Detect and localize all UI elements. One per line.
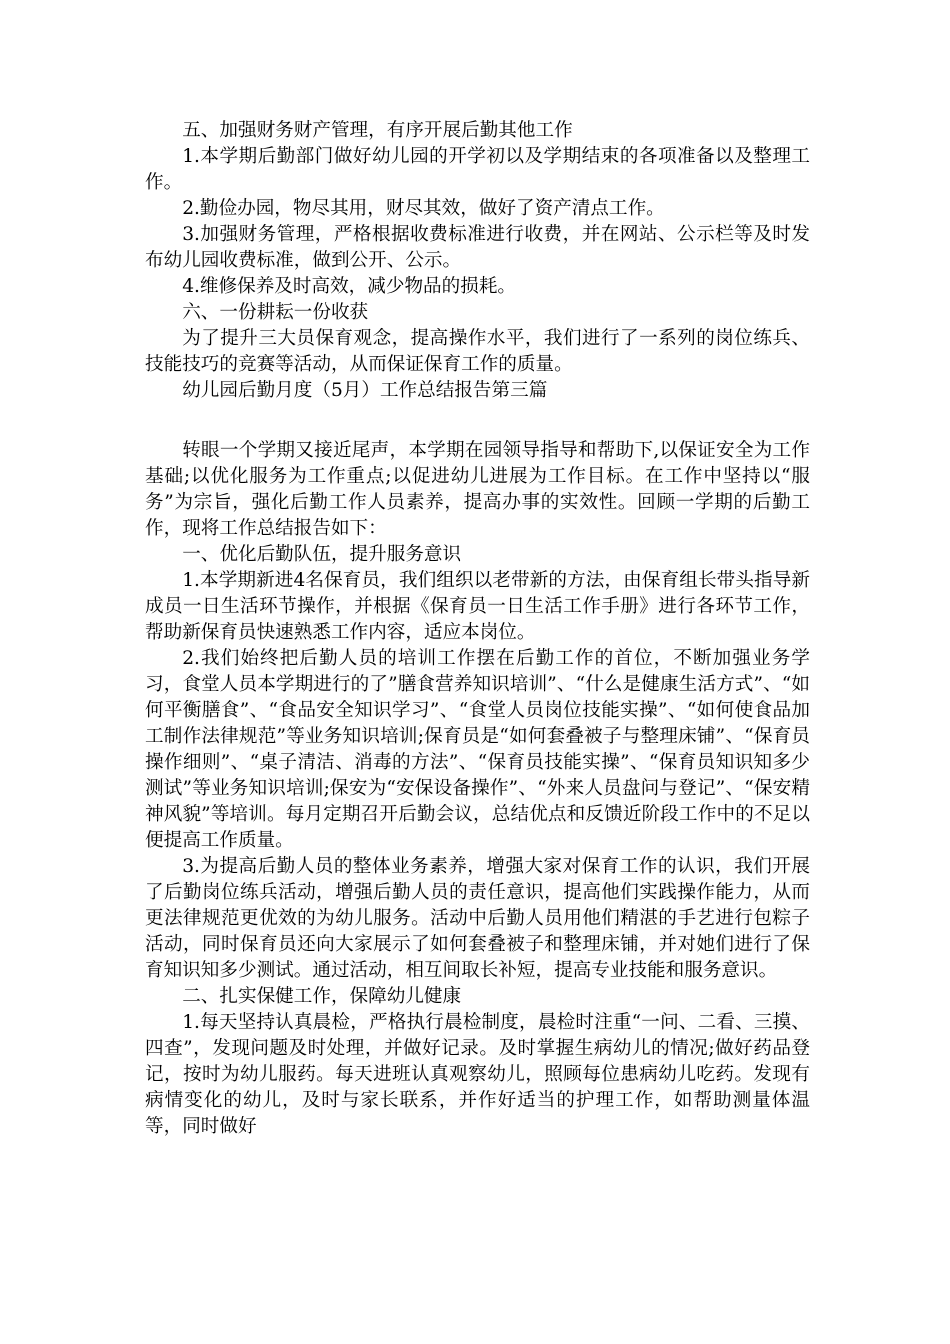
paragraph: 2.勤俭办园，物尽其用，财尽其效，做好了资产清点工作。 xyxy=(182,198,665,219)
blank-line xyxy=(145,404,810,438)
section-heading-6: 六、一份耕耘一份收获 xyxy=(182,302,369,323)
paragraph: 1.本学期后勤部门做好幼儿园的开学初以及学期结束的各项准备以及整理工作。 xyxy=(145,146,810,193)
paragraph: 1.每天坚持认真晨检，严格执行晨检制度，晨检时注重“一问、二看、三摸、四查”，发现问题及时处理，并做好记录。及时掌握生病幼儿的情况;做好药品登记，按时为幼儿服药。每天进班认真观察幼儿，照顾每位患病幼儿吃药。发现有病情变化的幼儿，及时与家长联系，并作好适当的护理工作，如帮助测量体温等，同时做好 xyxy=(145,1012,810,1137)
paragraph: 3.为提高后勤人员的整体业务素养，增强大家对保育工作的认识，我们开展了后勤岗位练兵活动，增强后勤人员的责任意识，提高他们实践操作能力，从而更法律规范更优效的为幼儿服务。活动中后勤人员用他们精湛的手艺进行包粽子活动，同时保育员还向大家展示了如何套叠被子和整理床铺，并对她们进行了保育知识知多少测试。通过活动，相互间取长补短，提高专业技能和服务意识。 xyxy=(145,856,810,981)
section-heading-1: 一、优化后勤队伍，提升服务意识 xyxy=(182,544,462,565)
paragraph: 2.我们始终把后勤人员的培训工作摆在后勤工作的首位，不断加强业务学习，食堂人员本学期进行的了”膳食营养知识培训”、“什么是健康生活方式”、“如何平衡膳食”、“食品安全知识学习”、“食堂人员岗位技能实操”、“如何使食品加工制作法律规范”等业务知识培训;保育员是“如何套叠被子与整理床铺”、“保育员操作细则”、“桌子清洁、消毒的方法”、“保育员技能实操”、“保育员知识知多少测试”等业务知识培训;保安为“安保设备操作”、“外来人员盘问与登记”、“保安精神风貌”等培训。每月定期召开后勤会议，总结优点和反馈近阶段工作中的不足以便提高工作质量。 xyxy=(145,648,810,851)
article-title: 幼儿园后勤月度（5月）工作总结报告第三篇 xyxy=(182,380,548,401)
paragraph: 3.加强财务管理，严格根据收费标准进行收费，并在网站、公示栏等及时发布幼儿园收费标准，做到公开、公示。 xyxy=(145,224,810,271)
paragraph: 为了提升三大员保育观念，提高操作水平，我们进行了一系列的岗位练兵、技能技巧的竞赛等活动，从而保证保育工作的质量。 xyxy=(145,328,810,375)
section-heading-2: 二、扎实保健工作，保障幼儿健康 xyxy=(182,986,462,1007)
paragraph: 1.本学期新进4名保育员，我们组织以老带新的方法，由保育组长带头指导新成员一日生活环节操作，并根据《保育员一日生活工作手册》进行各环节工作，帮助新保育员快速熟悉工作内容，适应本岗位。 xyxy=(145,570,810,643)
paragraph: 4.维修保养及时高效，减少物品的损耗。 xyxy=(182,276,517,297)
section-heading-5: 五、加强财务财产管理，有序开展后勤其他工作 xyxy=(182,120,573,141)
document-body xyxy=(145,118,810,1140)
intro-paragraph: 转眼一个学期又接近尾声，本学期在园领导指导和帮助下,以保证安全为工作基础;以优化服务为工作重点;以促进幼儿进展为工作目标。在工作中坚持以“服务”为宗旨，强化后勤工作人员素养，提高办事的实效性。回顾一学期的后勤工作，现将工作总结报告如下： xyxy=(145,440,810,539)
